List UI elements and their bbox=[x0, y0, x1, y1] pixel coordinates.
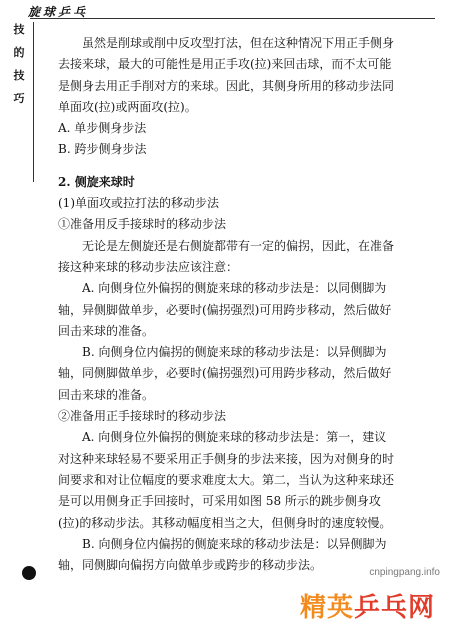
paragraph: B. 向侧身位内偏拐的侧旋来球的移动步法是：以异侧脚为轴，同侧脚做单步，必要时(偏拐强烈)可用跨步移动，然后做好回击来球的准备。 bbox=[58, 345, 392, 402]
section-heading: 2. 侧旋来球时 bbox=[58, 174, 135, 189]
paragraph: B. 向侧身位内偏拐的侧旋来球的移动步法是：以异侧脚为轴，同侧脚向偏拐方向做单步或跨步的移动步法。 bbox=[58, 536, 387, 573]
list-item: B. 跨步侧身步法 bbox=[58, 142, 147, 157]
side-tab-char: 技 bbox=[13, 23, 25, 36]
paragraph: A. 向侧身位外偏拐的侧旋来球的移动步法是：以同侧脚为轴，异侧脚做单步，必要时(偏拐强烈)可用跨步移动，然后做好回击来球的准备。 bbox=[58, 281, 392, 338]
side-tab bbox=[8, 24, 30, 116]
paragraph: A. 向侧身位外偏拐的侧旋来球的移动步法是：第一，建议对这种来球轻易不要采用正手侧身的步法来接，因为对侧身的时间要求和对让位幅度的要求难度太大。第二，当认为这种来球还是可以用侧身正手回接时，可采用如图 58 所示的跳步侧身攻(拉)的移动步法。其移动幅度相当之大，但侧身时的速度较慢。 bbox=[58, 430, 395, 530]
paragraph: 虽然是削球或削中反攻型打法，但在这种情况下用正手侧身去接来球，最大的可能性是用正手攻(拉)来回击球，而不太可能是侧身去用正手削对方的来球。因此，其侧身所用的移动步法同单面攻(拉)或两面攻(拉)。 bbox=[58, 36, 395, 114]
side-tab-char: 巧 bbox=[13, 92, 25, 105]
running-header: 旋球乒乓 bbox=[28, 5, 89, 19]
page-body bbox=[58, 33, 396, 576]
spacer bbox=[58, 161, 396, 172]
watermark-url: cnpingpang.info bbox=[369, 567, 440, 578]
side-tab-char: 的 bbox=[13, 46, 25, 59]
watermark bbox=[290, 567, 440, 629]
watermark-brand bbox=[300, 587, 435, 624]
side-rule bbox=[33, 22, 34, 182]
subsection-heading: ②准备用正手接球时的移动步法 bbox=[58, 409, 227, 424]
header-rule bbox=[30, 18, 435, 19]
watermark-brand-right: 乒乓网 bbox=[354, 593, 436, 623]
side-tab-char: 技 bbox=[13, 69, 25, 82]
subsection-heading: (1)单面攻或拉打法的移动步法 bbox=[58, 196, 219, 211]
subsection-heading: ①准备用反手接球时的移动步法 bbox=[58, 217, 227, 232]
list-item: A. 单步侧身步法 bbox=[58, 121, 147, 136]
page-number-marker bbox=[22, 566, 36, 580]
watermark-brand-left: 精英 bbox=[300, 593, 355, 623]
paragraph: 无论是左侧旋还是右侧旋都带有一定的偏拐，因此，在准备接这种来球的移动步法应该注意： bbox=[58, 238, 395, 274]
